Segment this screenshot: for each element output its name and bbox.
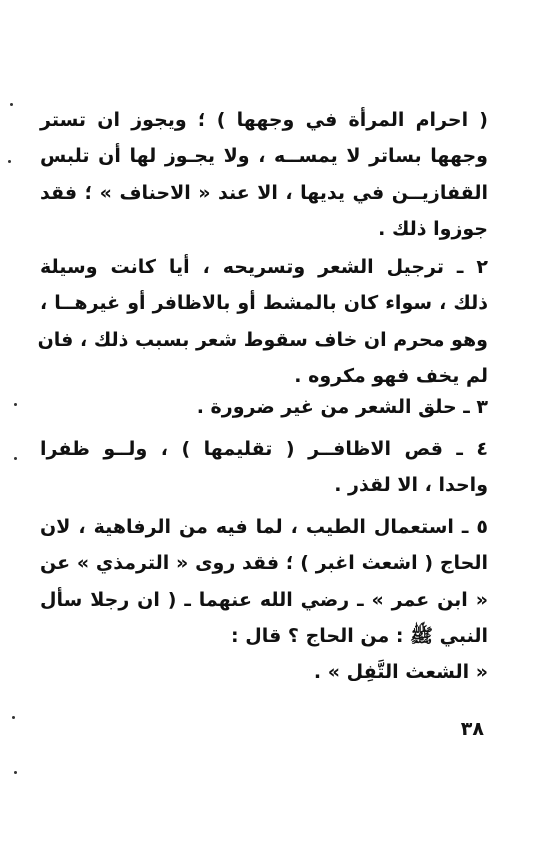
scan-speck <box>12 716 15 719</box>
text-line: ( احرام المرأة في وجهها ) ؛ ويجوز ان تستر <box>40 109 488 131</box>
paragraph-ihram-face <box>40 102 488 247</box>
text-line: لم يخف فهو مكروه . <box>294 364 488 387</box>
scan-speck <box>8 160 11 163</box>
text-line: ٤ ـ قص الاظافــر ( تقليمها ) ، ولــو ظفرا <box>40 438 488 460</box>
text-line: ٢ ـ ترجيل الشعر وتسريحه ، أيا كانت وسيلة <box>40 256 488 278</box>
scan-speck <box>14 457 17 460</box>
page-number: ٣٨ <box>460 718 484 740</box>
text-line: « الشعث التَّفِل » . <box>313 661 488 684</box>
text-line: ٥ ـ استعمال الطيب ، لما فيه من الرفاهية ، لان <box>40 516 488 538</box>
text-line: ذلك ، سواء كان بالمشط أو بالاظافر أو غيرهــا ، <box>40 292 488 315</box>
scan-speck <box>10 103 13 106</box>
text-line: جوزوا ذلك . <box>378 217 488 240</box>
scan-speck <box>14 403 17 406</box>
text-line: وجهها بساتر لا يمســه ، ولا يجـوز لها أن تلبس <box>40 145 488 168</box>
text-line: ٣ ـ حلق الشعر من غير ضرورة . <box>196 396 488 418</box>
paragraph-item-2 <box>37 249 488 394</box>
paragraph-item-3 <box>40 389 488 425</box>
text-line: وهو محرم ان خاف سقوط شعر بسبب ذلك ، فان <box>37 328 488 351</box>
text-line: القفازيــن في يديها ، الا عند « الاحناف » ؛ فقد <box>40 181 488 204</box>
paragraph-item-5 <box>40 509 488 690</box>
text-line: « ابن عمر » ـ رضي الله عنهما ـ ( ان رجلا سأل <box>40 588 488 611</box>
text-line: واحدا ، الا لقذر . <box>334 474 488 497</box>
paragraph-item-4 <box>40 431 488 504</box>
scan-speck <box>14 771 17 774</box>
text-line: الحاج ( اشعث اغبر ) ؛ فقد روى « الترمذي » عن <box>40 552 488 575</box>
text-line: النبي ﷺ : من الحاج ؟ قال : <box>231 624 488 647</box>
